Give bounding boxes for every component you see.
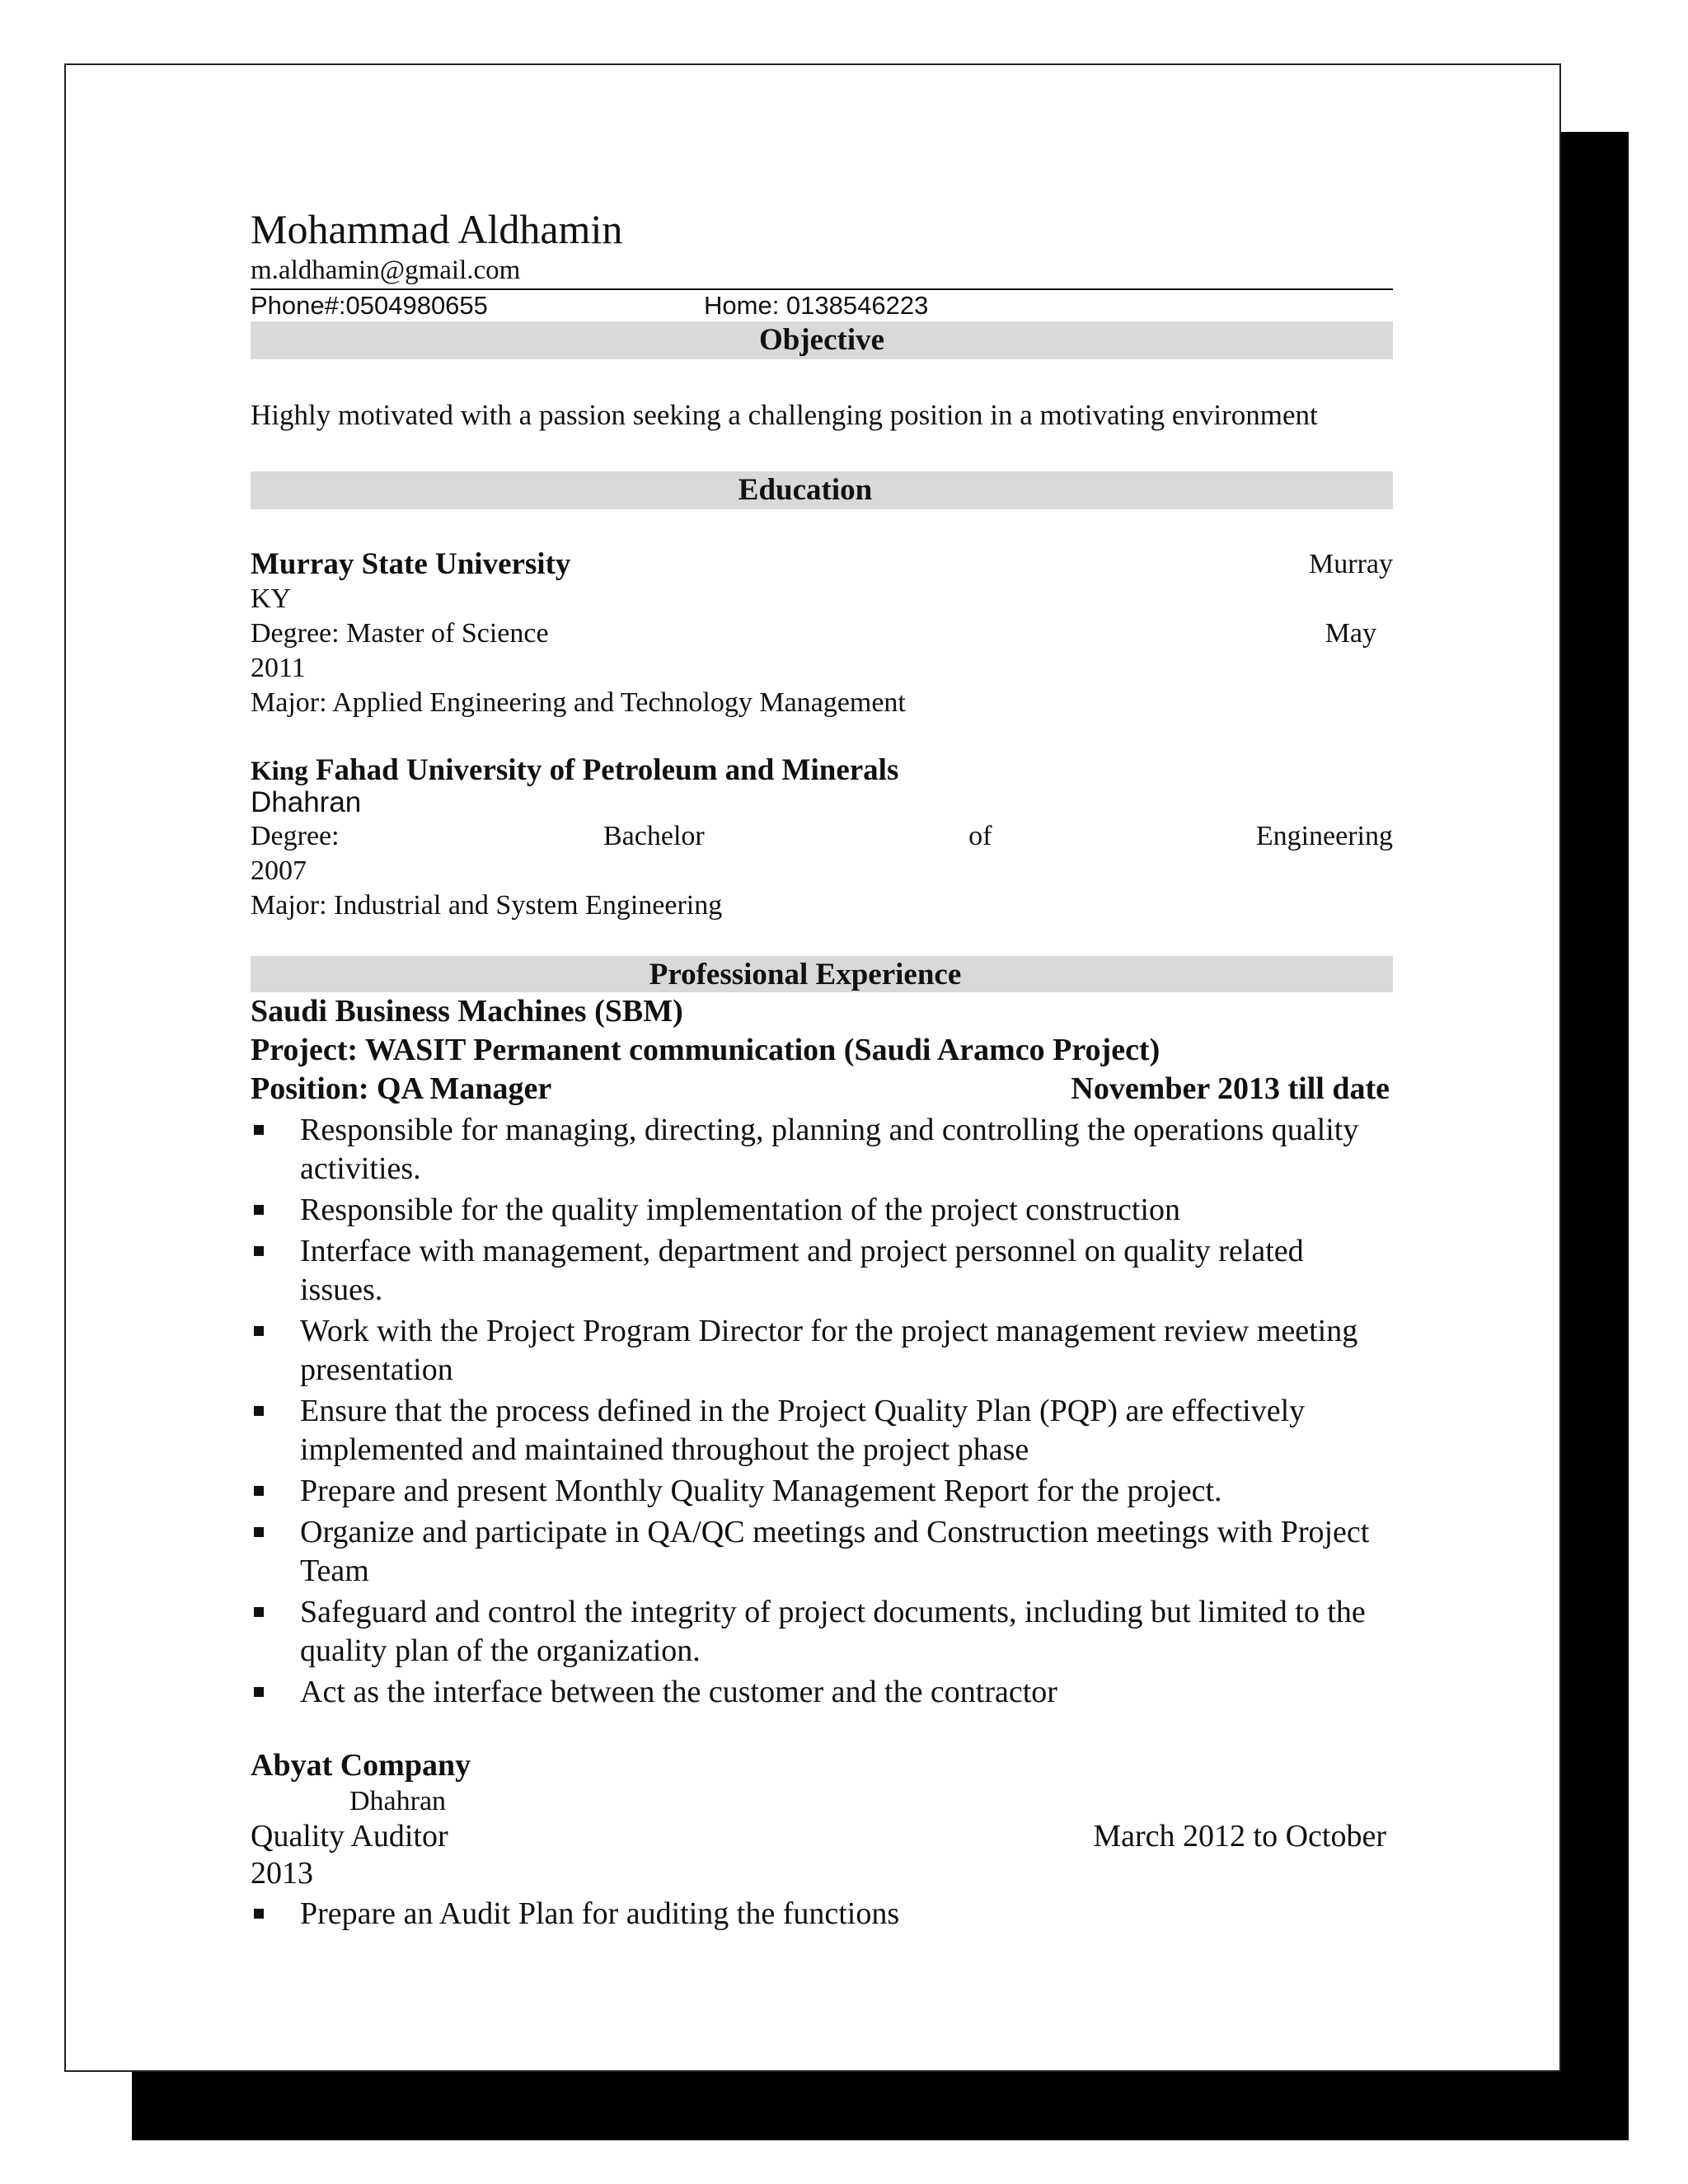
list-item bbox=[251, 1593, 1393, 1671]
duty-text: Responsible for managing, directing, planning and controlling the operations quality activities. bbox=[300, 1113, 1359, 1186]
duty-text: Work with the Project Program Director for the project management review meeting presentation bbox=[300, 1314, 1358, 1387]
project-name: Project: WASIT Permanent communication (Saudi Aramco Project) bbox=[251, 1033, 1160, 1067]
degree-word: Engineering bbox=[1255, 821, 1393, 851]
resume-page bbox=[64, 63, 1561, 2072]
company-city: Dhahran bbox=[349, 1786, 447, 1816]
phone-line bbox=[251, 290, 1393, 321]
list-item bbox=[251, 1312, 1393, 1390]
degree-word: of bbox=[968, 821, 992, 851]
education-entry-murray bbox=[251, 547, 1393, 720]
school-city: Dhahran bbox=[251, 786, 362, 818]
education-entry-kfupm bbox=[251, 755, 1393, 923]
list-item bbox=[251, 1191, 1393, 1230]
bullet-icon bbox=[254, 1326, 264, 1336]
school-name: Fahad University of Petroleum and Minerals bbox=[315, 753, 899, 787]
position-dates: March 2012 to October bbox=[1093, 1819, 1386, 1854]
bullet-icon bbox=[254, 1527, 264, 1537]
duty-text: Ensure that the process defined in the Project Quality Plan (PQP) are effectively implemented and maintained throughout the project phase bbox=[300, 1394, 1306, 1467]
candidate-name: Mohammad Aldhamin bbox=[251, 206, 623, 252]
degree-text: Degree: Master of Science bbox=[251, 618, 549, 649]
degree-month: May bbox=[1325, 618, 1376, 649]
degree-word: Degree: bbox=[251, 821, 340, 851]
degree-line bbox=[251, 819, 1393, 854]
position-title: Quality Auditor bbox=[251, 1819, 448, 1854]
position-line bbox=[251, 1070, 1393, 1108]
bullet-icon bbox=[254, 1486, 264, 1496]
duty-text: Prepare and present Monthly Quality Management Report for the project. bbox=[300, 1474, 1222, 1508]
education-heading: Education bbox=[251, 471, 1393, 509]
position-title: Position: QA Manager bbox=[251, 1071, 552, 1106]
duty-list bbox=[251, 1111, 1393, 1712]
list-item bbox=[251, 1472, 1393, 1511]
objective-text: Highly motivated with a passion seeking a challenging position in a motivating environment bbox=[251, 399, 1318, 431]
duty-text: Prepare an Audit Plan for auditing the functions bbox=[300, 1896, 900, 1931]
duty-text: Organize and participate in QA/QC meetings and Construction meetings with Project Team bbox=[300, 1515, 1370, 1588]
job-entry-sbm bbox=[251, 992, 1393, 1712]
degree-year: 2011 bbox=[251, 653, 306, 683]
school-name: Murray State University bbox=[251, 547, 571, 581]
degree-word: Bachelor bbox=[603, 821, 705, 851]
degree-year: 2007 bbox=[251, 855, 307, 886]
duty-text: Interface with management, department and project personnel on quality related issues. bbox=[300, 1234, 1304, 1307]
list-item bbox=[251, 1111, 1393, 1188]
list-item bbox=[251, 1232, 1393, 1310]
bullet-icon bbox=[254, 1246, 264, 1256]
position-dates: November 2013 till date bbox=[1071, 1071, 1390, 1106]
position-dates-year: 2013 bbox=[251, 1856, 313, 1891]
school-name-prefix: King bbox=[251, 757, 308, 786]
school-state: KY bbox=[251, 583, 292, 614]
duty-text: Safeguard and control the integrity of project documents, including but limited to the quality plan of the organization. bbox=[300, 1595, 1366, 1668]
bullet-icon bbox=[254, 1406, 264, 1416]
home-phone: Home: 0138546223 bbox=[704, 291, 929, 320]
objective-heading: Objective bbox=[251, 321, 1393, 359]
job-entry-abyat bbox=[251, 1746, 1393, 1933]
school-city: Murray bbox=[1309, 549, 1393, 579]
position-line bbox=[251, 1818, 1393, 1855]
list-item bbox=[251, 1392, 1393, 1469]
list-item bbox=[251, 1673, 1393, 1712]
major-text: Major: Applied Engineering and Technology Management bbox=[251, 687, 906, 718]
bullet-icon bbox=[254, 1607, 264, 1617]
bullet-icon bbox=[254, 1687, 264, 1697]
company-name: Saudi Business Machines (SBM) bbox=[251, 994, 683, 1029]
mobile-phone: Phone#:0504980655 bbox=[251, 291, 488, 320]
company-name: Abyat Company bbox=[251, 1748, 471, 1783]
duty-list bbox=[251, 1895, 1393, 1933]
candidate-email: m.aldhamin@gmail.com bbox=[251, 255, 521, 285]
list-item bbox=[251, 1513, 1393, 1591]
bullet-icon bbox=[254, 1909, 264, 1919]
list-item bbox=[251, 1895, 1393, 1933]
duty-text: Act as the interface between the customer and the contractor bbox=[300, 1675, 1057, 1709]
bullet-icon bbox=[254, 1205, 264, 1215]
bullet-icon bbox=[254, 1125, 264, 1135]
major-text: Major: Industrial and System Engineering bbox=[251, 890, 723, 921]
resume-content bbox=[251, 204, 1393, 1936]
experience-heading: Professional Experience bbox=[251, 956, 1393, 992]
duty-text: Responsible for the quality implementation of the project construction bbox=[300, 1193, 1180, 1227]
